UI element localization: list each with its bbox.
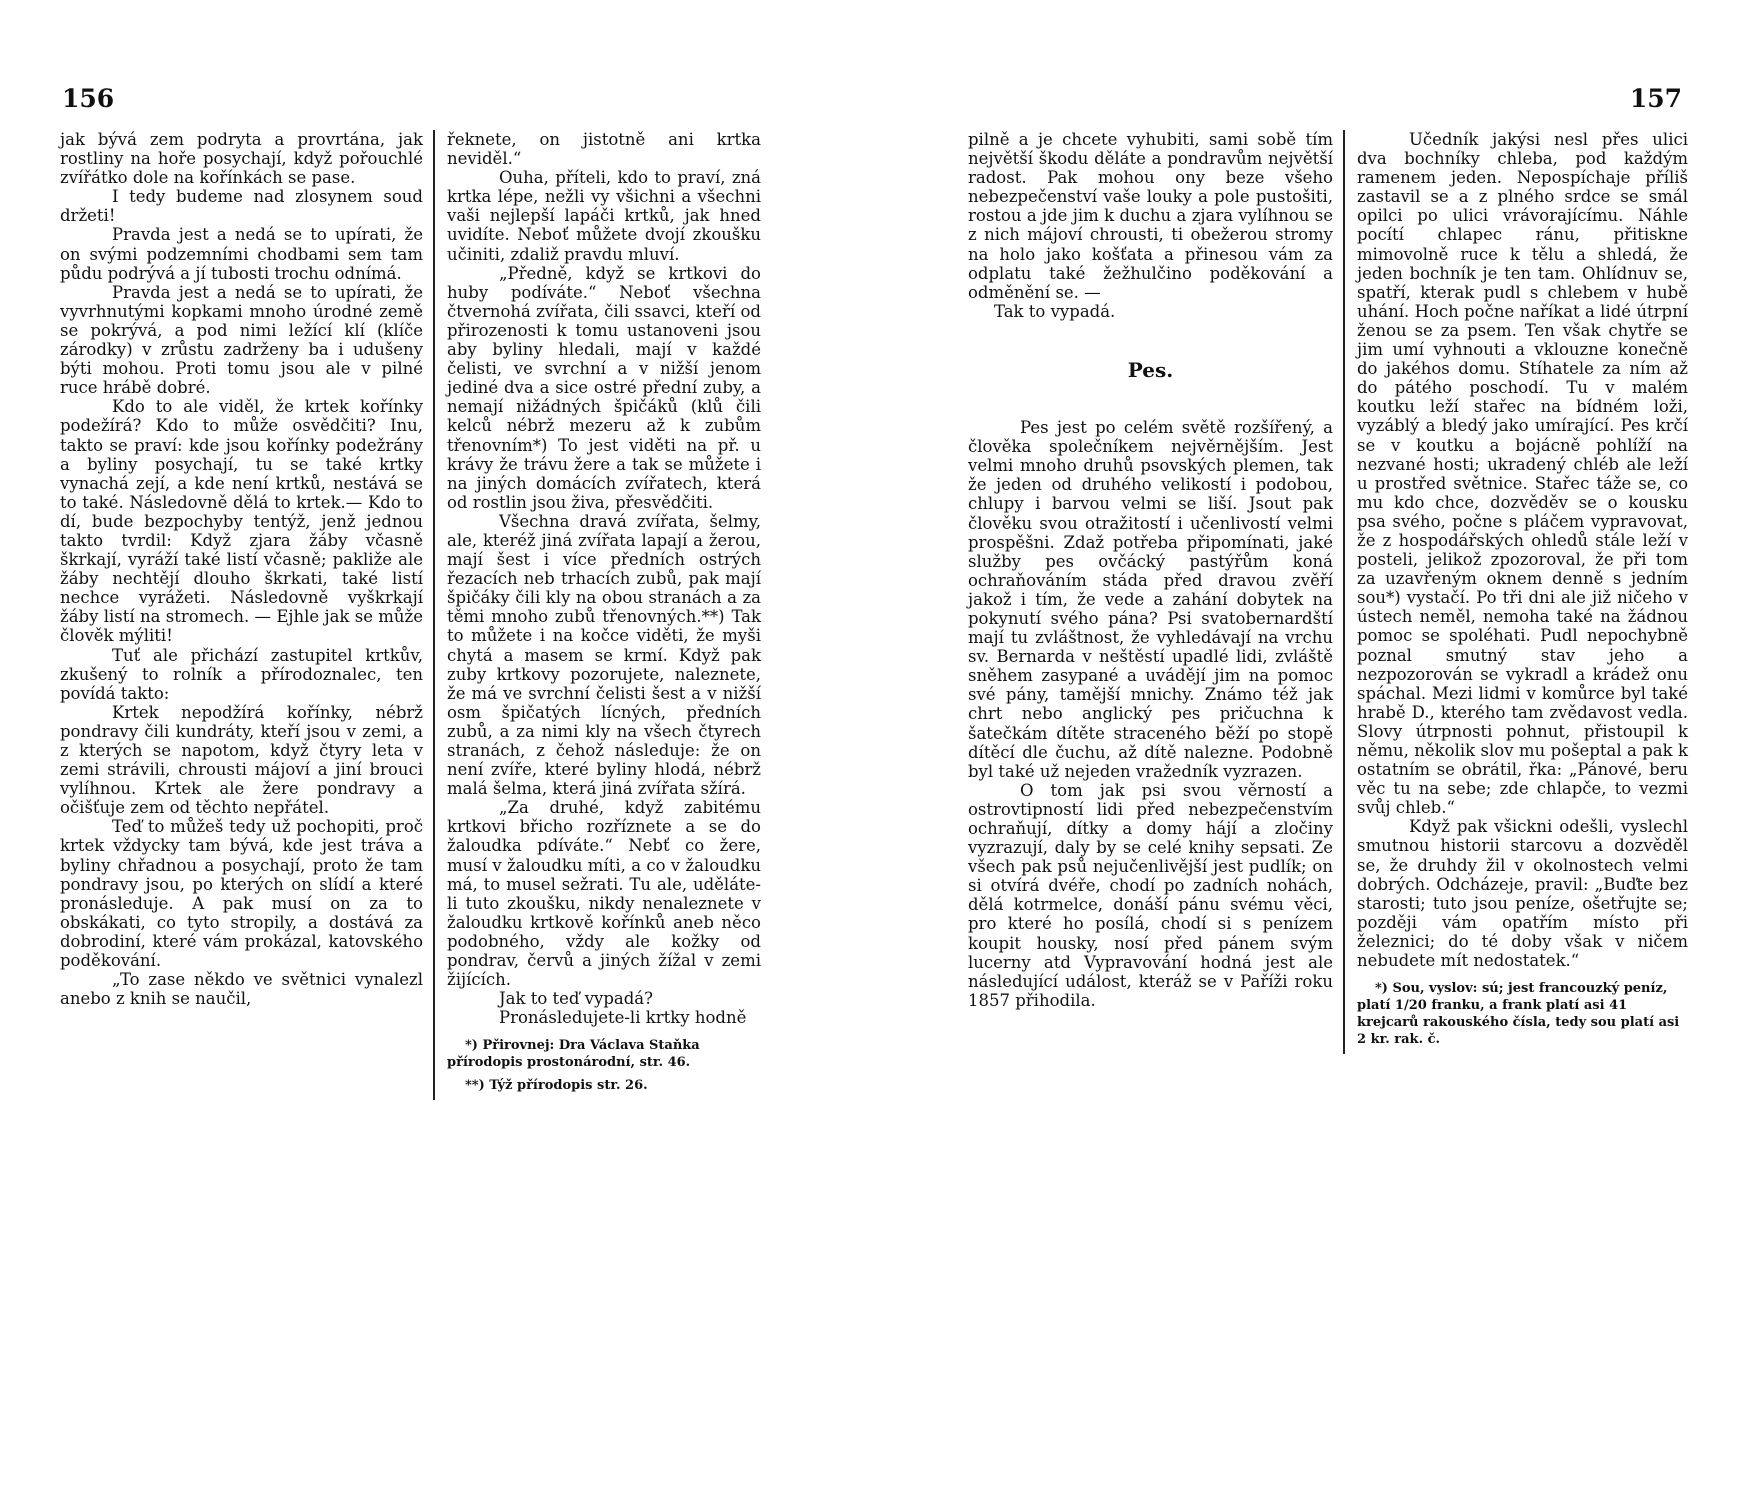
- left-page-columns: [60, 130, 765, 1100]
- paragraph: „To zase někdo ve světnici vynalezl anebo z knih se naučil,: [60, 970, 423, 1009]
- left-page-column-1: [60, 130, 433, 1100]
- paragraph: Teď to můžeš tedy už pochopiti, proč krtek vždycky tam bývá, kde jest tráva a byliny chřadnou a posychají, proto že tam pondravy jsou, po kterých on slídí a které pronásleduje. A pak musí on za to obskákati, co tyto stropily, a dostává za dobrodiní, které vám prokázal, katovského poděkování.: [60, 817, 423, 971]
- paragraph: řeknete, on jistotně ani krtka neviděl.“: [447, 130, 761, 169]
- footnote: *) Sou, vyslov: sú; jest francouzký peníz, platí 1/20 franku, a frank platí asi 41 krejcarů rakouského čísla, tedy sou platí asi 2 kr. rak. č.: [1357, 981, 1680, 1048]
- column-text: [447, 130, 761, 1027]
- footnote: *) Přirovnej: Dra Václava Staňka přírodopis prostonárodní, str. 46.: [447, 1038, 700, 1071]
- paragraph: „Předně, když se krtkovi do huby podíváte.“ Neboť všechna čtvernohá zvířata, čili ssavci, kteří od přirozenosti k tomu ustanoveni jsou aby byliny hledali, mají v každé čelisti, ve svrchní a v nižší jenom jediné dva a sice ostré přední zuby, a nemají nižádných špičáků (klů čili kelců nébrž mezeru až k zubům třenovním*) To jest viděti na př. u krávy že trávu žere a tak se můžete i na jiných domácích zvířatech, která od rostlin jsou živa, přesvědčiti.: [447, 263, 761, 512]
- paragraph: Pronásledujete-li krtky hodně: [499, 1008, 747, 1028]
- footnote: **) Týž přírodopis str. 26.: [465, 1078, 648, 1094]
- page-number-right: 157: [1629, 84, 1682, 113]
- right-page-column-1: [968, 130, 1343, 1054]
- paragraph: Kdo to ale viděl, že krtek kořínky podežírá? Kdo to může osvědčiti? Inu, takto se praví: kde jsou kořínky podežrány a byliny posychají, tu se také krtky vynachá zejí, a kde není krtků, nestává se to také. Následovně dělá to krtek.— Kdo to dí, bude bezpochyby tentýž, jenž jednou takto tvrdil: Když zjara žáby včasně škrkají, vyráží také listí včasně; pakliže ale žáby nechtějí dlouho škrkati, také listí nechce vyrážeti. Následovně vyškrkají žáby listí na stromech. — Ejhle jak se může člověk mýliti!: [60, 397, 423, 646]
- column-text: [1357, 130, 1688, 970]
- paragraph: Pravda jest a nedá se to upírati, že on svými podzemními chodbami sem tam půdu podrývá a jí tubosti trochu odnímá.: [60, 225, 423, 283]
- paragraph: Když pak všickni odešli, vyslechl smutnou historii starcovu a dozvěděl se, že druhdy žil v okolnostech velmi dobrých. Odcházeje, pravil: „Buďte bez starosti; tuto jsou peníze, ošetřujte se; později vám opatřím místo při železnici; do té doby však v ničem nebudete mít nedostatek.“: [1357, 817, 1688, 971]
- paragraph: Pravda jest a nedá se to upírati, že vyvrhnutými kopkami mnoho úrodné země se pokrývá, a pod nimi ležící klí (klíče zárodky) v zrůstu zadrženy ba i udušeny býti mohou. Proti tomu jsou ale v pilné ruce hrábě dobré.: [60, 282, 423, 398]
- left-page-column-2: [433, 130, 761, 1100]
- paragraph: Všechna dravá zvířata, šelmy, ale, kteréž jiná zvířata lapají a žerou, mají šest i více předních ostrých řezacích neb trhacích zubů, pak mají špičáky čili kly na obou stranách a za těmi mnoho zubů třenovných.**) Tak to můžete i na kočce viděti, že myši chytá a masem se krmí. Když pak zuby krtkovy pozorujete, naleznete, že má ve svrchní čelisti šest a v nižší osm špičatých lícných, předních zubů, a za nimi kly na všech čtyrech stranách, z čehož následuje: že on není zvíře, které byliny hlodá, nébrž malá šelma, která jiná zvířata sžírá.: [447, 511, 761, 799]
- paragraph: jak bývá zem podryta a provrtána, jak rostliny na hoře posychají, když pořouchlé zvířátko dole na kořínkách se pase.: [60, 130, 423, 188]
- paragraph: pilně a je chcete vyhubiti, sami sobě tím největší škodu děláte a pondravům největší radost. Pak mohou ony beze všeho nebezpečenství vaše louky a pole pustošiti, rostou a jde jim k duchu a zjara vylíhnou se z nich májoví chrousti, ti obežerou stromy na holo jako košťata a přinesou vám za odplatu také žežhulčino poděkování a odměnění se. —: [968, 130, 1333, 302]
- footnotes-right: [1357, 980, 1688, 1048]
- paragraph: I tedy budeme nad zlosynem soud držeti!: [60, 187, 423, 226]
- page-number-left: 156: [62, 84, 115, 113]
- paragraph: Krtek nepodžírá kořínky, nébrž pondravy čili kundráty, kteří jsou v zemi, a z kterých se napotom, když čtyry leta v zemi strávili, chrousti májoví a jiní brouci vylíhnou. Krtek ale žere pondravy a očišťuje zem od těchto nepřátel.: [60, 702, 423, 818]
- paragraph: Tak to vypadá.: [994, 301, 1116, 321]
- paragraph: Ouha, příteli, kdo to praví, zná krtka lépe, nežli vy všichni a všechni vaši nejlepší lapáči krtků, jak hned uvidíte. Neboť můžete dvojí zkoušku učiniti, zdaliž pravdu mluví.: [447, 168, 761, 264]
- right-page-column-2: [1343, 130, 1688, 1054]
- footnotes-left: [447, 1037, 761, 1094]
- paragraph: „Za druhé, když zabitému krtkovi břicho rozříznete a se do žaloudka pdíváte.“ Nebť co žere, musí v žaloudku míti, a co v žaloudku má, to musel sežrati. Tu ale, uděláte-li tuto zkoušku, nikdy nenaleznete v žaloudku krtkově kořínků aneb něco podobného, vždy ale kožky od pondrav, červů a jiných žížal v zemi žijících.: [447, 798, 761, 990]
- paragraph: O tom jak psi svou věrností a ostrovtipností lidi před nebezpečenstvím ochraňují, dítky a domy hájí a zločiny vyzrazují, daly by se celé knihy sepsati. Ze všech pak psů nejučenlivější jest pudlík; on si otvírá dvéře, chodí po zadních nohách, dělá kotrmelce, donáší pánu svému věci, pro které ho posílá, chodí si s penízem koupit housky, nosí před pánem svým lucerny atd Vypravování hodná jest ale následující událost, kteráž se v Paříži roku 1857 přihodila.: [968, 780, 1333, 1010]
- section-heading: Pes.: [1127, 357, 1174, 382]
- right-page-columns: [968, 130, 1688, 1054]
- paragraph: Učedník jakýsi nesl přes ulici dva bochníky chleba, pod každým ramenem jeden. Nepospíchaje příliš zastavil se a z plného srdce se smál opilci po ulici vrávorajícímu. Náhle pocítí chlapec ránu, přitiskne mimovolně ruce k tělu a shledá, že jeden bochník je ten tam. Ohlídnuv se, spatří, kterak pudl s chlebem v hubě uhání. Hoch počne naříkat a lidé útrpní ženou se za psem. Ten však chytře se jim umí vyhnouti a vklouzne konečně do jakéhos domu. Stíhatele za ním až do pátého poschodí. Tu v malém koutku leží stařec na bídném loži, vyzáblý a bledý jako umírající. Pes krčí se v koutku a bojácně pohlíží na nezvané hosti; ukradený chléb ale leží u prostřed světnice. Stařec táže se, co mu kdo chce, dozvěděv se o kousku psa svého, počne s pláčem vypravovat, že z hospodářských ohledů stále leží v posteli, jelikož zpozoroval, že při tom za uzavřeným oknem denně s jedním sou*) vystačí. Po tři dni ale již ničeho v ústech neměl, nemoha také na žádnou pomoc se spoléhati. Pudl nepochybně poznal smutný stav jeho a nezpozorován se vykradl a krádež onu spáchal. Mezi lidmi v komůrce byl také hrabě D., kterého tam zvědavost vedla. Slovy útrpnosti pohnut, přistoupil k němu, několik slov mu pošeptal a pak k ostatním se obrátil, řka: „Pánové, beru věc tu na sebe; zde chlapče, to vezmi svůj chleb.“: [1357, 130, 1688, 818]
- paragraph: Tuť ale přichází zastupitel krtkův, zkušený to rolník a přírodoznalec, ten povídá takto:: [60, 645, 423, 703]
- paragraph: Jak to teď vypadá?: [499, 989, 653, 1009]
- paragraph: Pes jest po celém světě rozšířený, a člověka společníkem nejvěrnějším. Jest velmi mnoho druhů psovských plemen, tak že jeden od druhého velikostí i podobou, chlupy i barvou velmi se liší. Jsout pak člověku svou otražitostí i učenlivostí velmi prospěšni. Zdaž potřeba připomínati, jaké služby pes ovčácký pastýřům koná ochraňováním stáda před dravou zvěří jakož i tím, že vede a zahání dobytek na pokynutí svého pána? Psi svatobernardští mají tu zvláštnost, že vyhledávají na vrchu sv. Bernarda v neštěstí upadlé lidi, zvláště sněhem zasypané a uvádějí jim na pomoc své pány, tamější mnichy. Známo též jak chrt nebo anglický pes pričuchna k šatečkám dítěte straceného běží po stopě dítěcí dle čuchu, až dítě nalezne. Podobně byl také už nejeden vražedník vyzrazen.: [968, 418, 1333, 781]
